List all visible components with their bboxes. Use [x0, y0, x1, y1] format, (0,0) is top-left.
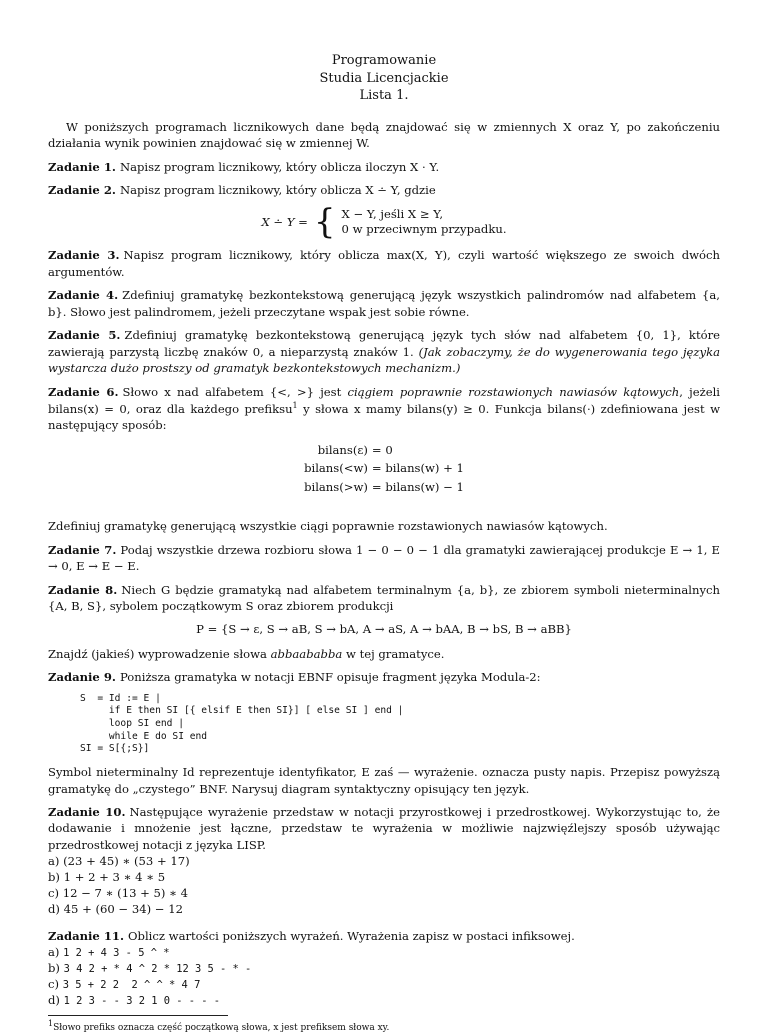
case-1: X − Y, jeśli X ≥ Y,	[341, 207, 444, 222]
document-page	[48, 52, 720, 1034]
task-10	[48, 804, 720, 853]
left-brace-icon: {	[313, 202, 336, 243]
task-text: Zdefiniuj gramatykę bezkontekstową generującą język tych słów nad alfabetem {0, 1}, które zawierają parzystą liczbę znaków 0, a nieparzystą znaków 1.	[48, 328, 720, 359]
task-text: Poniższa gramatyka w notacji EBNF opisuje fragment języka Modula-2:	[119, 670, 541, 685]
bilans-definition	[48, 441, 720, 496]
bilans-row: bilans(>w) = bilans(w) − 1	[304, 479, 464, 494]
footnote-ref: 1	[292, 401, 298, 411]
task-5	[48, 327, 720, 376]
task-1	[48, 159, 720, 175]
footnote-mark: 1	[48, 1018, 54, 1028]
monus-definition	[48, 202, 720, 243]
task-label: Zadanie 4.	[48, 288, 119, 303]
task-note: (Jak zobaczymy, że do wygenerowania tego języka wystarcza dużo prostszy od gramatyk bezkontekstowych mechanizm.)	[48, 344, 721, 376]
task-label: Zadanie 2.	[48, 183, 116, 197]
task-2	[48, 182, 720, 198]
footnote	[48, 1018, 720, 1034]
intro-paragraph: W poniższych programach licznikowych dane będą znajdować się w zmiennych X oraz Y, po zakończeniu działania wynik powinien znajdować się w zmiennej W.	[48, 119, 720, 151]
list-item: b) 1 + 2 + 3 ∗ 4 ∗ 5	[48, 870, 166, 885]
task-11	[48, 928, 720, 944]
title-line-program: Studia Licencjackie	[319, 70, 449, 86]
case-2: 0 w przeciwnym przypadku.	[341, 222, 507, 237]
task-text: Napisz program licznikowy, który oblicza iloczyn X · Y.	[119, 159, 440, 174]
task-label: Zadanie 5.	[48, 328, 121, 343]
cases	[342, 207, 507, 237]
list-item: a) (23 + 45) ∗ (53 + 17)	[48, 854, 190, 869]
task-text: Oblicz wartości poniższych wyrażeń. Wyrażenia zapisz w postaci infiksowej.	[128, 929, 575, 944]
bilans-row: bilans(<w) = bilans(w) + 1	[304, 461, 464, 476]
task-label: Zadanie 11.	[48, 929, 125, 944]
expression-list	[48, 854, 720, 918]
task-label: Zadanie 1.	[48, 159, 116, 174]
task-9	[48, 669, 720, 685]
task-label: Zadanie 8.	[48, 582, 118, 597]
task-label: Zadanie 7.	[48, 542, 117, 557]
task-text: Słowo x nad alfabetem {<, >} jest	[122, 384, 342, 399]
ebnf-grammar: S = Id := E | if E then SI [{ elsif E then SI}] [ else SI ] end | loop SI end | while E do SI end SI = S[{;S}]	[80, 692, 404, 755]
title-line-course: Programowanie	[331, 53, 437, 68]
title-line-list: Lista 1.	[359, 88, 409, 104]
footnote-text: Słowo prefiks oznacza część początkową słowa, x jest prefiksem słowa xy.	[53, 1022, 390, 1033]
task-label: Zadanie 3.	[48, 248, 120, 263]
task-text: Napisz program licznikowy, który oblicza max(X, Y), czyli wartość większego ze swoich dwóch argumentów.	[48, 248, 720, 279]
target-word: abbaababba	[270, 646, 343, 661]
task-7	[48, 542, 720, 575]
rpn-expression-list	[48, 945, 720, 1009]
list-item: c) 3 5 + 2 2 2 ^ ^ * 4 7	[48, 976, 201, 991]
task-text-cont: , jeżeli bilans(x) = 0, oraz dla każdego prefiksu	[48, 384, 721, 416]
monus-lhs: X ∸ Y =	[261, 215, 308, 230]
task-label: Zadanie 10.	[48, 805, 126, 820]
page-title	[48, 52, 720, 105]
task-text: Niech G będzie gramatyką nad alfabetem terminalnym {a, b}, ze zbiorem symboli nieterminalnych {A, B, S}, sybolem początkowym S oraz zbiorem produkcji	[48, 582, 720, 614]
task-text: Podaj wszystkie drzewa rozbioru słowa 1 − 0 − 0 − 1 dla gramatyki zawierającej produkcje E → 1, E → 0, E → E − E.	[48, 542, 720, 574]
list-item: a) 1 2 + 4 3 - 5 ^ *	[48, 944, 170, 959]
task-text: Zdefiniuj gramatykę bezkontekstową generującą język wszystkich palindromów nad alfabetem {a, b}. Słowo jest palindromem, jeżeli przeczytane wspak jest sobie równe.	[48, 288, 720, 319]
list-item: d) 45 + (60 − 34) − 12	[48, 902, 183, 917]
productions-formula: P = {S → ε, S → aB, S → bA, A → aS, A → bAA, B → bS, B → aBB}	[196, 622, 572, 637]
task-text-end: y słowa x mamy bilans(y) ≥ 0. Funkcja bilans(·) zdefiniowana jest w następujący sposób:	[48, 401, 720, 433]
task-text: Następujące wyrażenie przedstaw w notacji przyrostkowej i przedrostkowej. Wykorzystując to, że dodawanie i mnożenie jest łączne, przedstaw te wyrażenia w możliwie najzwięźlejszy sposób używając przedrostkowej notacji z języka LISP.	[48, 805, 720, 852]
task-8	[48, 582, 720, 615]
task-emphasis: ciągiem poprawnie rozstawionych nawiasów kątowych	[347, 384, 680, 399]
task-text: Napisz program licznikowy, który oblicza X ∸ Y, gdzie	[119, 183, 436, 197]
task-6-question: Zdefiniuj gramatykę generującą wszystkie ciągi poprawnie rozstawionych nawiasów kątowych.	[48, 519, 608, 534]
task-8-question: Znajdź (jakieś) wyprowadzenie słowa abbaababba w tej gramatyce.	[48, 646, 445, 661]
list-item: b) 3 4 2 + * 4 ^ 2 * 12 3 5 - * -	[48, 960, 252, 975]
footnote-divider	[48, 1015, 228, 1016]
task-3	[48, 247, 720, 280]
list-item: d) 1 2 3 - - 3 2 1 0 - - - -	[48, 992, 221, 1007]
task-label: Zadanie 6.	[48, 384, 119, 399]
task-label: Zadanie 9.	[48, 670, 116, 685]
task-4	[48, 287, 720, 320]
bilans-row: bilans(ε) = 0	[317, 442, 393, 457]
list-item: c) 12 − 7 ∗ (13 + 5) ∗ 4	[48, 886, 189, 901]
task-9-question: Symbol nieterminalny Id reprezentuje identyfikator, E zaś — wyrażenie. oznacza pusty napis. Przepisz powyższą gramatykę do „czystego” BNF. Narysuj diagram syntaktyczny opisujący ten język.	[48, 765, 720, 796]
task-6	[48, 384, 720, 434]
